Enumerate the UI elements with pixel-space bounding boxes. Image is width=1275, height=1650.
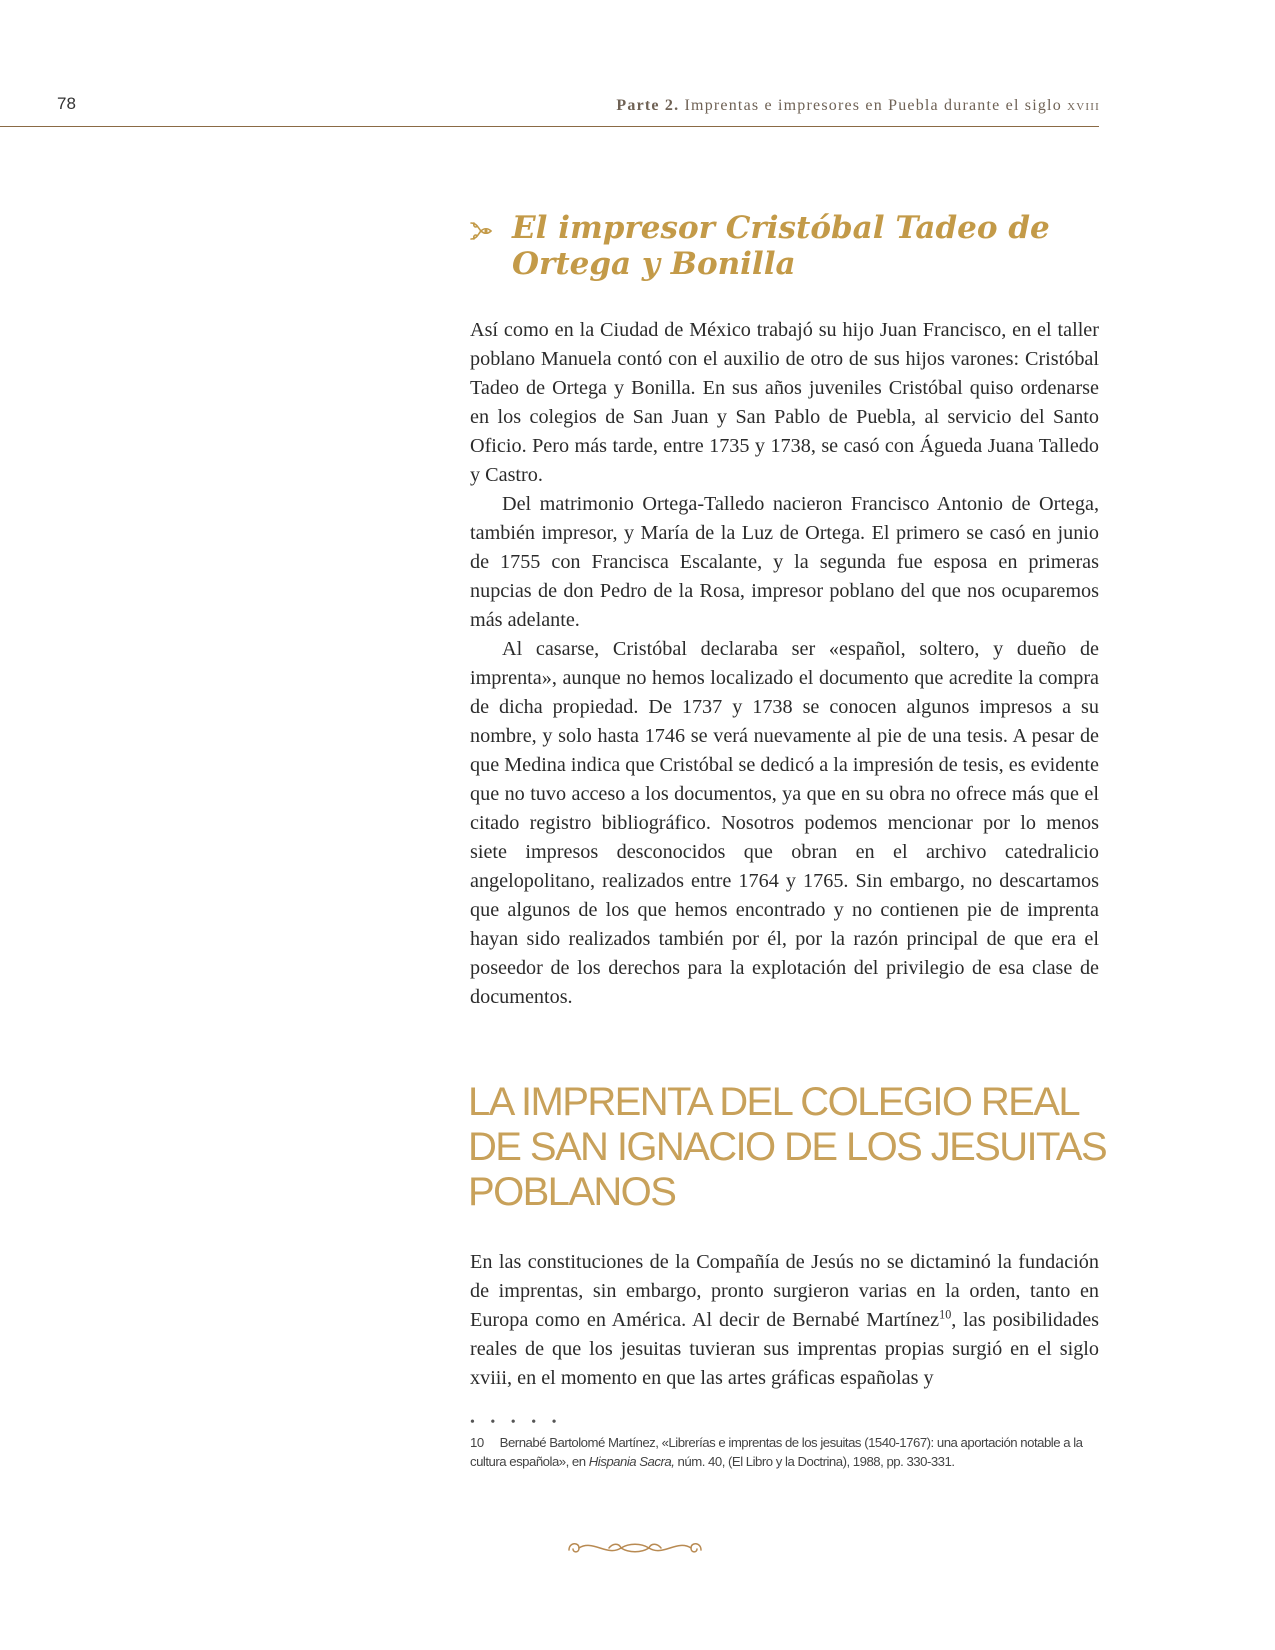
chapter-heading-line: LA IMPRENTA DEL COLEGIO REAL [468,1080,1079,1124]
footnote-text: núm. 40, (El Libro y la Doctrina), 1988, pp. 330-331. [674,1454,955,1469]
part-title: Imprentas e impresores en Puebla durante el siglo [684,97,1062,114]
chapter-heading-line: POBLANOS [468,1170,676,1214]
page-number: 78 [57,94,76,113]
running-head [616,97,1100,115]
section-heading: El impresor Cristóbal Tadeo de Ortega y Bonilla [512,210,1050,282]
footnote-text: Bernabé Bartolomé Martínez, «Librerías e imprentas de los jesuitas (1540-1767): una aportación notable a la cultura española», en [470,1435,1083,1469]
footnote-italic-title: Hispania Sacra, [588,1454,675,1469]
header-rule [0,126,1099,127]
chapter-heading-line: DE SAN IGNACIO DE LOS JESUITAS [468,1125,1107,1169]
paragraph: Al casarse, Cristóbal declaraba ser «español, soltero, y dueño de imprenta», aunque no hemos localizado el documento que acredite la compra de dicha propiedad. De 1737 y 1738 se conocen algunos impresos a su nombre, y solo hasta 1746 se verá nuevamente al pie de una tesis. A pesar de que Medina indica que Cristóbal se dedicó a la impresión de tesis, es evidente que no tuvo acceso a los documentos, ya que en su obra no ofrece más que el citado registro bibliográfico. Nosotros podemos mencionar por lo menos siete impresos desconocidos que obran en el archivo catedralicio angelopolitano, realizados entre 1764 y 1765. Sin embargo, no descartamos que algunos de los que hemos encontrado y no contienen pie de imprenta hayan sido realizados también por él, por la razón principal de que era el poseedor de los derechos para la explotación del privilegio de esa clase de documentos. [470,638,1099,1008]
section-2-body [470,1248,1099,1393]
paragraph-text: En las constituciones de la Compañía de Jesús no se dictaminó la fundación de imprentas, sin embargo, pronto surgieron varias en la orden, tanto en Europa como en América. Al decir de Bernabé Martínez [470,1251,1099,1331]
paragraph [470,1248,1099,1393]
scroll-flourish-ornament [565,1535,705,1561]
paragraph: Así como en la Ciudad de México trabajó su hijo Juan Francisco, en el taller poblano Manuela contó con el auxilio de otro de sus hijos varones: Cristóbal Tadeo de Ortega y Bonilla. En sus años juveniles Cristóbal quiso ordenarse en los colegios de San Juan y San Pablo de Puebla, al servicio del Santo Oficio. Pero más tarde, entre 1735 y 1738, se casó con Águeda Juana Talledo y Castro. [470,319,1099,486]
paragraph-text: , las posibilidades reales de que los jesuitas tuvieran sus imprentas propias surgió en el siglo xviii, en el momento en que las artes gráficas españolas y [470,1309,1100,1389]
part-century: xviii [1067,97,1100,114]
fleuron-ornament [469,220,493,242]
footnote-separator: • • • • • [470,1415,563,1430]
footnote-number: 10 [470,1435,484,1450]
footnote [470,1433,1110,1471]
paragraph: Del matrimonio Ortega-Talledo nacieron Francisco Antonio de Ortega, también impresor, y María de la Luz de Ortega. El primero se casó en junio de 1755 con Francisca Escalante, y la segunda fue esposa en primeras nupcias de don Pedro de la Rosa, impresor poblano del que nos ocuparemos más adelante. [470,493,1099,631]
part-label: Parte 2. [616,97,680,114]
section-1-body [470,316,1099,1012]
footnote-reference[interactable]: 10 [939,1307,952,1322]
chapter-heading [468,1080,1108,1215]
